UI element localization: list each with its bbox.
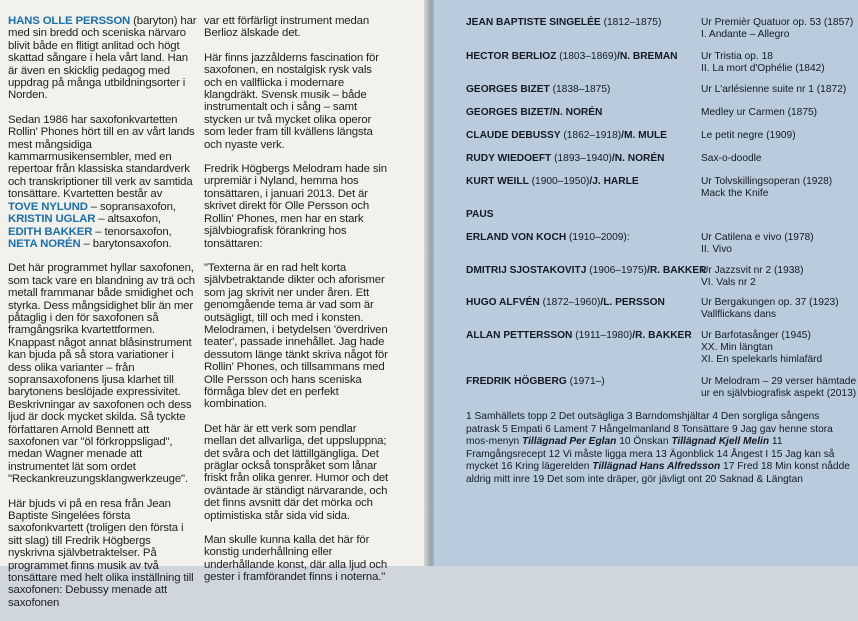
member-name: TOVE NYLUND [8,200,88,213]
booklet-spread: HANS OLLE PERSSON (baryton) har med sin bredd och sceniska närvaro blivit både en flitigt anlitad och högt skattad sångare i hela vårt land. Han är även en skicklig pedagog med uppdrag på många utbildningsorter i Norden. Sedan 1986 har saxofonkvartetten Rollin' Phones hört till en av vårt lands mest mångsidiga kammarmusikensembler, med en repertoar från klassiska standardverk och transkriptioner till verk av samtida tonsättare. Kvartetten består av TOVE NYLUND – sopransaxofon, KRISTIN UGLAR – altsaxofon, EDITH BAKKER – tenorsaxofon, NETA NORÉN – barytonsaxofon. Det här programmet hyllar saxofonen, som tack vare en blandning av trä och metall frammanar både smidighet och styrka. Dess mångsidighet blir än mer påtaglig i den för saxofonen så framgångsrika kvartettformen. Knappast något annat blåsinstrument kan bjuda på så stora variationer i dess olika varianter – från sopransaxofonens ljusa klarhet till barytonens beslöjade expressivitet. Beskrivningar av saxofonen och dess ljud är dock mycket skilda. Så tyckte författaren Arnold Bennett att saxofonen var "öl förkroppsligad", medan Wagner menade att instrumentet lät som ordet "Reckankreuzungsklangwerkzeuge". Här bjuds vi på en resa från Jean Baptiste Singelées första saxofonkvartett (troligen den första i sitt slag) till Fredrik Högbergs nyskrivna självbetraktelser. På programmet finns musik av två tonsättare med helt olika inställning till saxofonen: Debussy menade att saxofonen var ett förfärligt instrument medan Berlioz älskade det. Här finns jazzålderns fascination för saxofonen, en nostalgisk rysk vals och en vallflicka i modernare klangdräkt. Svensk musik – både instrumentalt och i sång – samt stycken ur två mycket olika operor som leder fram till kvällens längsta och nyaste verk. Fredrik Högbergs Melodram hade sin urpremiär i Nyland, hemma hos tonsättaren, i januari 2013. Det är skrivet direkt för Olle Persson och Rollin' Phones, men har en stark självbiografisk förankring hos tonsättaren: "Texterna är en rad helt korta självbetraktande dikter och aforismer som jag skrivit ner under åren. Ett genomgående tema är vad som är outsägligt, till och med i konsten. Melodramen, i betydelsen 'överdriven teater', passade innehållet. Jag hade dessutom länge tänkt skriva något för Rollin' Phones, och tillsammans med Olle Persson och hans sceniska förmåga blev det en perfekt kombination. Det här är ett verk som pendlar mellan det allvarliga, det uppsluppna; det svåra och det lättillgängliga. Det präglar också tonspråket som lånar friskt från olika genrer. Humor och det oväntade är ständigt närvarande, och det finns avsnitt där det mörka och optimistiska står sida vid sida. Man skulle kunna kalla det här för konstig underhållning eller underhållande konst, där alla ljud och gester i framförandet finns i noterna." JEAN BAPTISTE SINGELÉE (1812–1875) Ur Premièr Quatuor op. 53 (1857) I. Andante – Allegro HECTOR BERLIOZ (1803–1869)/N. BREMAN Ur Tristia op. 18 II. La mort d'Ophélie (1842) GEORGES BIZET (1838–1875) Ur L'arlésienne suite nr 1 (1872) GEORGES BIZET/N. NORÉN Medley ur Carmen (1875) CLAUDE DEBUSSY (1862–1918)/M. MULE Le petit negre (1909) RUDY WIEDOEFT (1893–1940)/N. NORÉN Sax-o-doodle KURT WEILL (1900–1950)/J. HARLE Ur Tolvskillingsoperan (1928) Mack the Knife PAUS ERLAND VON KOCH (1910–2009): Ur Catilena e vivo (1978) II. Vivo DMITRIJ SJOSTAKOVITJ (1906–1975)/R. BAKKER Ur Jazzsvit nr 2 (1938) VI. Vals nr 2 HUGO ALFVÉN (1872–1960)/L. PERSSON Ur Bergakungen op. 37 (1923) Vallflickans dans ALLAN PETTERSSON (1911–1980)/R. BAKKER Ur Barfotasånger (1945) XX. Min längtan XI. En spelekarls himlafärd FREDRIK HÖGBERG (1971–) Ur Melodram – 29 verser hämtade ur en självbiografisk aspekt (2013) 1 Samhällets topp 2 Det outsägliga 3 Barndomshjältar 4 Den sorgliga sångens patrask 5 Empati 6 Lament 7 Hångelmanland 8 Tonsättare 9 Jag gav henne stora mos-menyn Tillägnad Per Eglan 10 Önskan Tillägnad Kjell Melin 11 Framgångsrecept 12 Vi måste ligga mera 13 Ägonblick 14 Ångest I 15 Jag kan så mycket 16 Kring lägerelden Tillägnad Hans Alfredsson 17 Fred 18 Min konst nådde aldrig mitt inre 19 Det som inte dräper, gör jävligt ont 20 Saknad & Längtan [0,0,858,566]
melodram-tracklist: 1 Samhällets topp 2 Det outsägliga 3 Barndomshjältar 4 Den sorgliga sångens patrask 5 Empati 6 Lament 7 Hångelmanland 8 Tonsättare 9 Jag gav henne stora mos-menyn Tillägnad Per Eglan 10 Önskan Tillägnad Kjell Melin 11 Framgångsrecept 12 Vi måste ligga mera 13 Ägonblick 14 Ångest I 15 Jag kan så mycket 16 Kring lägerelden Tillägnad Hans Alfredsson 17 Fred 18 Min konst nådde aldrig mitt inre 19 Det som inte dräper, gör jävligt ont 20 Saknad & Längtan [466,411,850,485]
member-name: NETA NORÉN [8,237,81,250]
text-paragraph: var ett förfärligt instrument medan Berlioz älskade det. [204,15,370,40]
text-paragraph: Fredrik Högbergs Melodram hade sin urpremiär i Nyland, hemma hos tonsättaren, i januari 2013. Det är skrivet direkt för Olle Persson och Rollin' Phones, men har en stark självbiografisk förankring hos tonsättaren: [204,163,387,250]
quote-paragraph: "Texterna är en rad helt korta självbetraktande dikter och aforismer som jag skrivit ner under åren. Ett genomgående tema är vad som är outsägligt, till och med i konsten. Melodramen, i betydelsen 'överdriven teater', passade innehållet. Jag hade dessutom länge tänkt skriva något för Rollin' Phones, och tillsammans med Olle Persson och hans sceniska förmåga blev det en perfekt kombination. [204,261,388,411]
left-column-1 [8,15,200,621]
text-paragraph: Det här är ett verk som pendlar mellan det allvarliga, det uppsluppna; det svåra och det lättillgängliga. Det präglar också tonspråket som lånar friskt från olika genrer. Humor och det oväntade är ständigt närvarande, och det finns avsnitt där det mörka och optimistiska står sida vid sida. [204,422,389,522]
journey-paragraph: Här bjuds vi på en resa från Jean Baptiste Singelées första saxofonkvartett (troligen den första i sitt slag) till Fredrik Högbergs nyskrivna självbetraktelser. På programmet finns musik av två tonsättare med helt olika inställning till saxofonen: Debussy menade att saxofonen [8,497,194,609]
program-paragraph: Det här programmet hyllar saxofonen, som tack vare en blandning av trä och metall frammanar både smidighet och styrka. Dess mångsidighet blir än mer påtaglig i den för saxofonen så framgångsrika kvartettformen. Knappast något annat blåsinstrument kan bjuda på så stora variationer i dess olika varianter – från sopransaxofonens ljusa klarhet till barytonens beslöjade expressivitet. Beskrivningar av saxofonen och dess ljud är dock mycket skilda. Så tyckte författaren Arnold Bennett att saxofonen var "öl förkroppsligad", medan Wagner menade att instrumentet lät som ordet "Reckankreuzungsklangwerkzeuge". [8,262,195,486]
left-column-2 [204,15,390,596]
bio-paragraph: HANS OLLE PERSSON (baryton) har med sin bredd och sceniska närvaro blivit både en flitigt anlitad och högt skattad sångare i hela vårt land. Han är även en skicklig pedagog med uppdrag på många utbildningsorter i Norden. [8,15,197,102]
member-name: EDITH BAKKER [8,225,93,238]
intermission-label: PAUS [466,209,494,220]
text-paragraph: Här finns jazzålderns fascination för saxofonen, en nostalgisk rysk vals och en vallflicka i modernare klangdräkt. Svensk musik – både instrumentalt och i sång – samt stycken ur två mycket olika operor som leder fram till kvällens längsta och nyaste verk. [204,51,379,151]
text-paragraph: Man skulle kunna kalla det här för konstig underhållning eller underhållande konst, där alla ljud och gester i framförandet finns i noterna." [204,534,388,584]
member-name: KRISTIN UGLAR [8,213,96,226]
ensemble-paragraph: Sedan 1986 har saxofonkvartetten Rollin' Phones hört till en av vårt lands mest mångsidiga kammarmusikensembler, med en repertoar från klassiska standardverk och transkriptioner till verk av samtida tonsättare. Kvartetten består av TOVE NYLUND – sopransaxofon, KRISTIN UGLAR – altsaxofon, EDITH BAKKER – tenorsaxofon, NETA NORÉN – barytonsaxofon. [8,113,195,250]
singer-name: HANS OLLE PERSSON [8,15,131,27]
